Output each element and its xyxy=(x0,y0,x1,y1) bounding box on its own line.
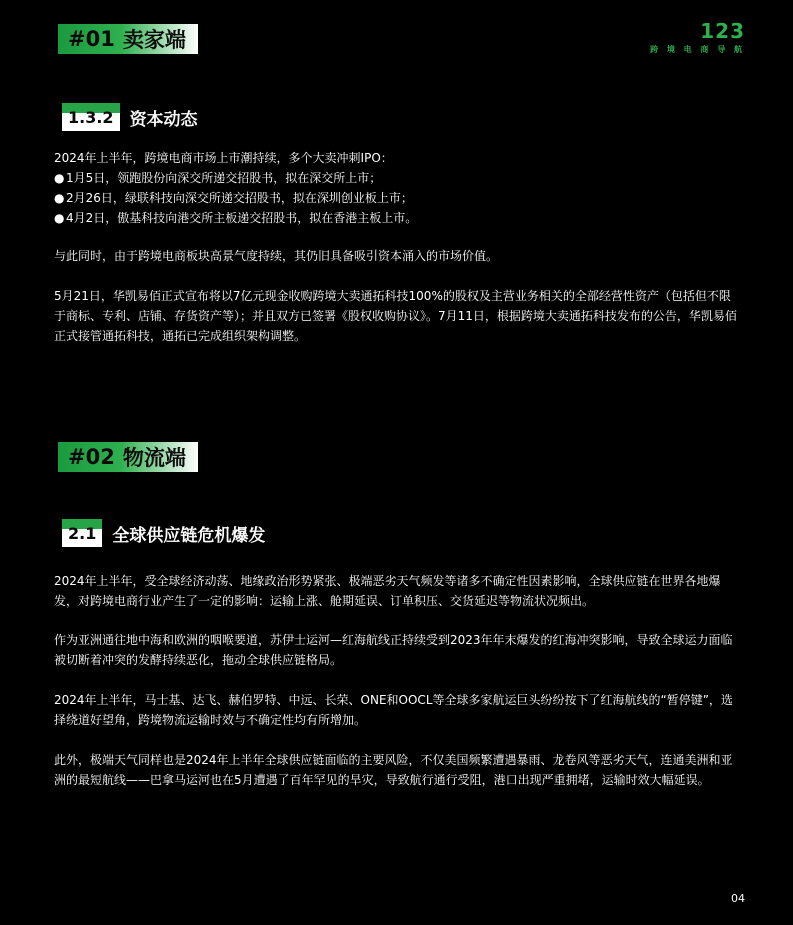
bullet-icon: ● xyxy=(54,191,65,205)
section-title: 卖家端 xyxy=(122,28,186,52)
subsection-number: 1.3.2 xyxy=(62,103,120,131)
brand-logo-block xyxy=(650,20,745,55)
list-item: ● 4月2日，傲基科技向港交所主板递交招股书，拟在香港主板上市。 xyxy=(54,208,742,228)
capital-intro-block xyxy=(54,148,742,228)
section-tag-seller xyxy=(58,24,198,54)
section-title: 物流端 xyxy=(122,446,186,470)
paragraph: 2024年上半年，马士基、达飞、赫伯罗特、中远、长荣、ONE和OOCL等全球多家航运巨头纷纷按下了红海航线的“暂停键”，选择绕道好望角，跨境物流运输时效与不确定性均有所增加。 xyxy=(54,693,733,727)
brand-tagline: 跨 境 电 商 导 航 xyxy=(650,45,745,54)
section-number: #02 xyxy=(68,445,115,469)
bullet-icon: ● xyxy=(54,211,65,225)
subsection-title: 资本动态 xyxy=(129,109,198,130)
subsection-title: 全球供应链危机爆发 xyxy=(112,525,266,546)
paragraph: 作为亚洲通往地中海和欧洲的咽喉要道，苏伊士运河—红海航线正持续受到2023年年末爆发的红海冲突影响，导致全球运力面临被切断着冲突的发酵持续恶化，拖动全球供应链格局。 xyxy=(54,633,733,667)
paragraph: 2024年上半年，受全球经济动荡、地缘政治形势紧张、极端恶劣天气频发等诸多不确定性因素影响，全球供应链在世界各地爆发，对跨境电商行业产生了一定的影响：运输上涨、舱期延误、订单积压、交货延迟等物流状况频出。 xyxy=(54,574,721,608)
section-tag-logistics xyxy=(58,442,198,472)
page-number: 04 xyxy=(731,892,745,905)
paragraph: 与此同时，由于跨境电商板块高景气度持续，其仍旧具备吸引资本涌入的市场价值。 xyxy=(54,249,499,263)
bullet-icon: ● xyxy=(54,171,65,185)
list-item: ● 1月5日，领跑股份向深交所递交招股书，拟在深交所上市； xyxy=(54,168,742,188)
subsection-heading-supply-chain xyxy=(62,519,265,547)
paragraph: 5月21日，华凯易佰正式宣布将以7亿元现金收购跨境大卖通拓科技100%的股权及主营业务相关的全部经营性资产（包括但不限于商标、专利、店铺、存货资产等）；并且双方已签署《股权收购协议》。7月11日，根据跨境大卖通拓科技发布的公告，华凯易佰正式接管通拓科技，通拓已完成组织架构调整。 xyxy=(54,289,737,343)
brand-logo: 123 xyxy=(700,19,745,43)
subsection-number: 2.1 xyxy=(62,519,102,547)
paragraph: 2024年上半年，跨境电商市场上市潮持续，多个大卖冲刺IPO： xyxy=(54,151,393,165)
list-item: ● 2月26日，绿联科技向深交所递交招股书，拟在深圳创业板上市； xyxy=(54,188,742,208)
section-number: #01 xyxy=(68,27,115,51)
subsection-heading-capital xyxy=(62,103,198,131)
paragraph: 此外，极端天气同样也是2024年上半年全球供应链面临的主要风险，不仅美国频繁遭遇暴雨、龙卷风等恶劣天气，连通美洲和亚洲的最短航线——巴拿马运河也在5月遭遇了百年罕见的旱灾，导致航行通行受阻，港口出现严重拥堵，运输时效大幅延误。 xyxy=(54,753,733,787)
